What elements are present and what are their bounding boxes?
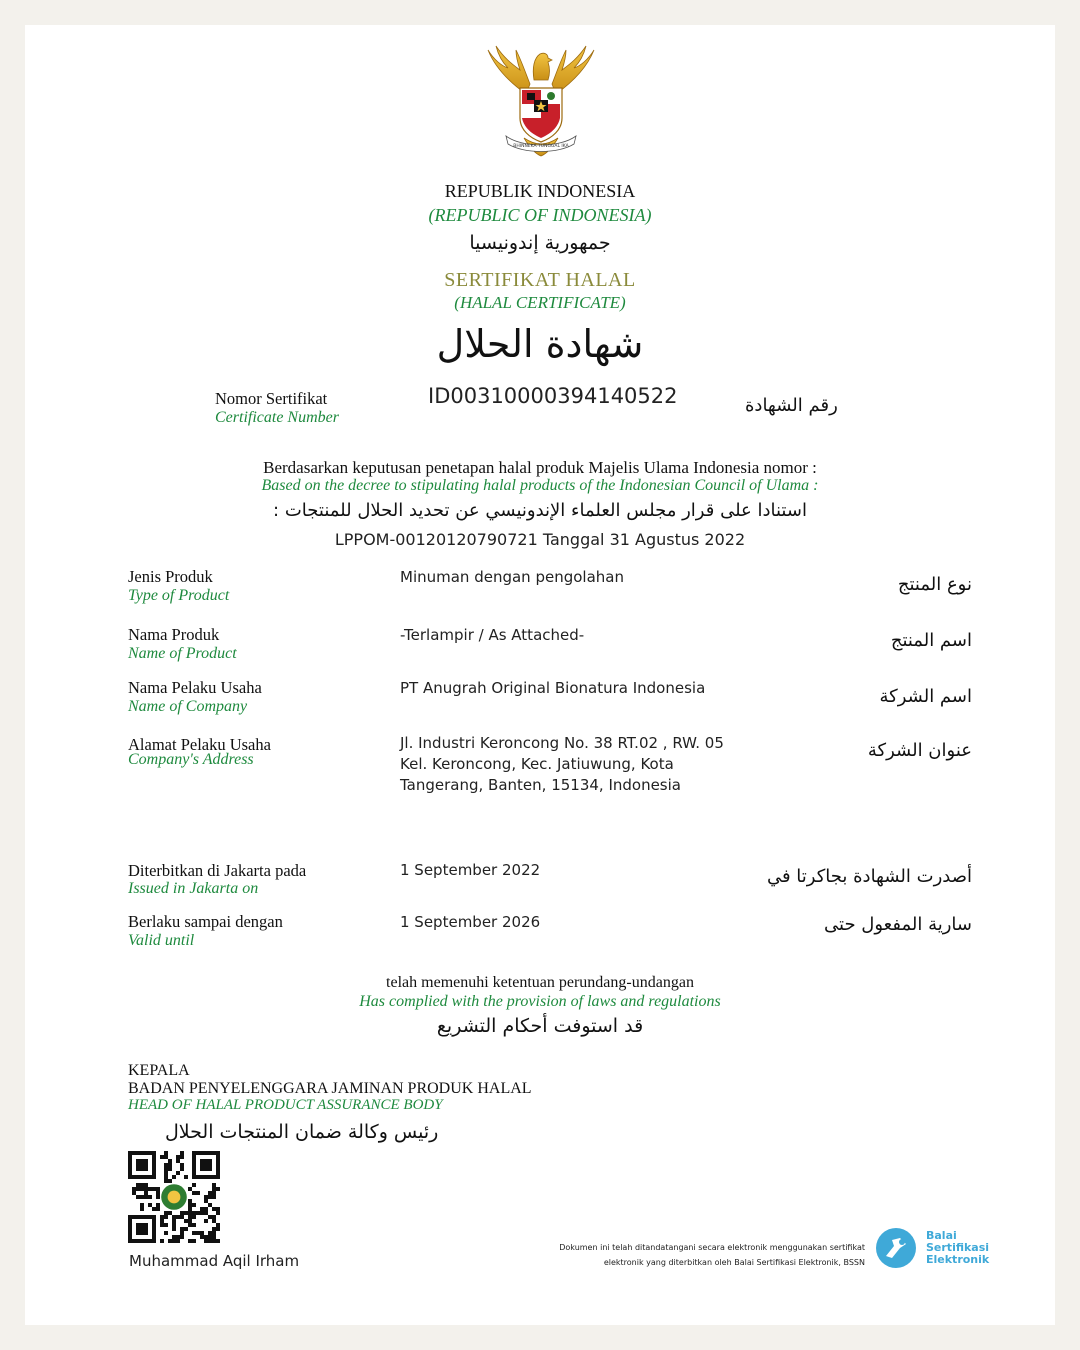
certificate-title-ar: شهادة الحلال — [436, 322, 644, 366]
company-address-line-3: Tangerang, Banten, 15134, Indonesia — [400, 776, 681, 794]
issued-label: Diterbitkan di Jakarta pada — [128, 861, 307, 880]
issued-label-en: Issued in Jakarta on — [128, 880, 259, 897]
certificate-title-en: (HALAL CERTIFICATE) — [454, 293, 626, 312]
company-name-value: PT Anugrah Original Bionatura Indonesia — [400, 679, 706, 697]
signatory-title-en: HEAD OF HALAL PRODUCT ASSURANCE BODY — [128, 1097, 443, 1113]
product-name-value: -Terlampir / As Attached- — [400, 626, 585, 644]
compliance-text: telah memenuhi ketentuan perundang-undangan — [386, 974, 694, 991]
issued-label-ar: أصدرت الشهادة بجاكرتا في — [766, 866, 972, 887]
compliance-text-ar: قد استوفت أحكام التشريع — [436, 1015, 644, 1037]
product-name-label-en: Name of Product — [128, 645, 237, 662]
signatory-title-ar: رئيس وكالة ضمان المنتجات الحلال — [165, 1121, 439, 1143]
product-type-label-en: Type of Product — [128, 587, 230, 604]
valid-label-en: Valid until — [128, 932, 195, 949]
company-address-line-1: Jl. Industri Keroncong No. 38 RT.02 , RW. 05 — [400, 734, 724, 752]
valid-label: Berlaku sampai dengan — [128, 912, 283, 931]
decree-text-ar: استنادا على قرار مجلس العلماء الإندونيسي عن تحديد الحلال للمنتجات : — [273, 500, 807, 521]
bsre-logo-line-2: Sertifikasi — [926, 1241, 990, 1254]
bsre-logo-line-3: Elektronik — [926, 1253, 990, 1266]
product-type-label: Jenis Produk — [128, 567, 213, 586]
product-name-label: Nama Produk — [128, 625, 220, 644]
certificate-title: SERTIFIKAT HALAL — [444, 269, 636, 291]
decree-text: Berdasarkan keputusan penetapan halal produk Majelis Ulama Indonesia nomor : — [263, 458, 817, 477]
e-sign-note-line-1: Dokumen ini telah ditandatangani secara elektronik menggunakan sertifikat — [559, 1243, 865, 1252]
company-address-line-2: Kel. Keroncong, Kec. Jatiuwung, Kota — [400, 755, 674, 773]
company-name-label-en: Name of Company — [128, 698, 248, 715]
product-name-label-ar: اسم المنتج — [890, 630, 972, 651]
company-name-label-ar: اسم الشركة — [879, 686, 972, 707]
cert-number-value: ID00310000394140522 — [428, 384, 678, 408]
cert-number-label-ar: رقم الشهادة — [745, 395, 838, 416]
compliance-text-en: Has complied with the provision of laws and regulations — [359, 993, 721, 1010]
garuda-emblem-icon — [482, 44, 600, 164]
signatory-name: Muhammad Aqil Irham — [129, 1252, 300, 1270]
valid-label-ar: سارية المفعول حتى — [824, 914, 972, 935]
bsre-logo-icon — [874, 1226, 918, 1270]
product-type-label-ar: نوع المنتج — [897, 574, 972, 595]
signatory-title-1: KEPALA — [128, 1062, 190, 1079]
company-name-label: Nama Pelaku Usaha — [128, 678, 262, 697]
country-name: REPUBLIK INDONESIA — [444, 181, 636, 201]
company-address-label: Alamat Pelaku Usaha — [128, 735, 271, 754]
e-sign-note-line-2: elektronik yang diterbitkan oleh Balai Sertifikasi Elektronik, BSSN — [603, 1258, 865, 1267]
company-address-label-en: Company's Address — [128, 751, 254, 768]
cert-number-label-en: Certificate Number — [215, 409, 339, 426]
signatory-title-2: BADAN PENYELENGGARA JAMINAN PRODUK HALAL — [128, 1080, 532, 1097]
issued-date: 1 September 2022 — [400, 861, 541, 879]
qr-code-icon[interactable] — [128, 1151, 220, 1243]
country-name-ar: جمهورية إندونيسيا — [469, 232, 611, 254]
bsre-logo-line-1: Balai — [926, 1229, 957, 1242]
decree-text-en: Based on the decree to stipulating halal products of the Indonesian Council of Ulama : — [261, 477, 819, 494]
valid-date: 1 September 2026 — [400, 913, 541, 931]
decree-number: LPPOM-00120120790721 Tanggal 31 Agustus 2022 — [334, 530, 746, 549]
cert-number-label: Nomor Sertifikat — [215, 389, 328, 408]
svg-text:BHINNEKA TUNGGAL IKA: BHINNEKA TUNGGAL IKA — [513, 144, 569, 149]
country-name-en: (REPUBLIC OF INDONESIA) — [428, 205, 652, 225]
product-type-value: Minuman dengan pengolahan — [400, 568, 624, 586]
company-address-label-ar: عنوان الشركة — [867, 740, 972, 761]
